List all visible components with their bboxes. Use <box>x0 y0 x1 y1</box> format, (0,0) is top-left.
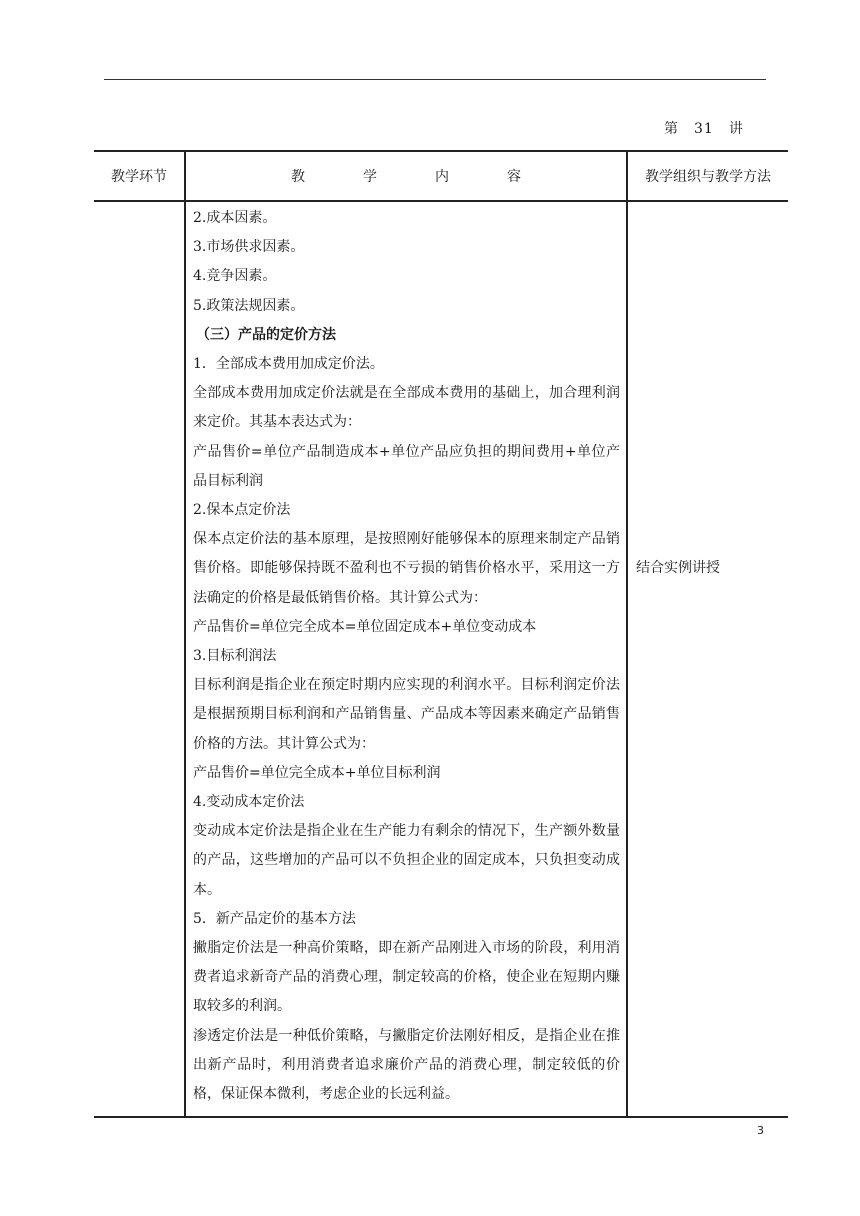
content-paragraph: 3.市场供求因素。 <box>193 239 305 256</box>
content-paragraph: 保本点定价法的基本原理，是按照刚好能够保本的原理来制定产品销售价格。即能够保持既不盈利也不亏损的销售价格水平，采用这一方法确定的价格是最低销售价格。其计算公式为： <box>193 531 620 606</box>
content-paragraph: 4.变动成本定价法 <box>193 794 305 811</box>
lecture-number: 第 31 讲 <box>664 121 744 137</box>
content-paragraph: 渗透定价法是一种低价策略，与撇脂定价法刚好相反，是指企业在推出新产品时，利用消费者追求廉价产品的消费心理，制定较低的价格，保证保本微利，考虑企业的长远利益。 <box>193 1027 620 1103</box>
content-paragraph: 2.保本点定价法 <box>193 502 291 519</box>
stage-cell <box>94 201 185 1117</box>
content-text <box>186 202 626 1109</box>
content-paragraph: 撇脂定价法是一种高价策略，即在新产品刚进入市场的阶段，利用消费者追求新奇产品的消费心理，制定较高的价格，使企业在短期内赚取较多的利润。 <box>193 940 620 1015</box>
method-cell <box>627 201 788 1117</box>
content-paragraph: 5.政策法规因素。 <box>193 297 305 314</box>
content-paragraph: 4.竞争因素。 <box>193 268 277 285</box>
content-paragraph: 全部成本费用加成定价法就是在全部成本费用的基础上，加合理利润来定价。其基本表达式为： <box>193 385 620 431</box>
section-heading: （三）产品的定价方法 <box>196 326 336 343</box>
header-teaching-stage: 教学环节 <box>94 151 185 201</box>
formula: 产品售价=单位完全成本+单位目标利润 <box>193 764 441 781</box>
teaching-method: 结合实例讲授 <box>636 560 720 576</box>
page-number: 3 <box>757 1124 764 1137</box>
formula: 产品售价=单位完全成本=单位固定成本+单位变动成本 <box>193 618 537 635</box>
content-paragraph: 5．新产品定价的基本方法 <box>193 910 356 927</box>
table-body-row <box>94 201 788 1117</box>
header-rule <box>104 79 766 80</box>
content-cell <box>185 201 627 1117</box>
table-header-row <box>94 151 788 201</box>
formula: 产品售价=单位产品制造成本+单位产品应负担的期间费用+单位产品目标利润 <box>193 443 620 489</box>
lesson-table <box>94 150 788 1118</box>
header-teaching-method: 教学组织与教学方法 <box>627 151 788 201</box>
header-teaching-content: 教 学 内 容 <box>185 151 627 201</box>
content-paragraph: 1．全部成本费用加成定价法。 <box>193 356 384 373</box>
content-paragraph: 变动成本定价法是指企业在生产能力有剩余的情况下，生产额外数量的产品，这些增加的产品可以不负担企业的固定成本，只负担变动成本。 <box>193 823 620 898</box>
content-paragraph: 3.目标利润法 <box>193 648 277 665</box>
content-paragraph: 目标利润是指企业在预定时期内应实现的利润水平。目标利润定价法是根据预期目标利润和产品销售量、产品成本等因素来确定产品销售价格的方法。其计算公式为： <box>193 677 620 752</box>
content-paragraph: 2.成本因素。 <box>193 210 277 226</box>
